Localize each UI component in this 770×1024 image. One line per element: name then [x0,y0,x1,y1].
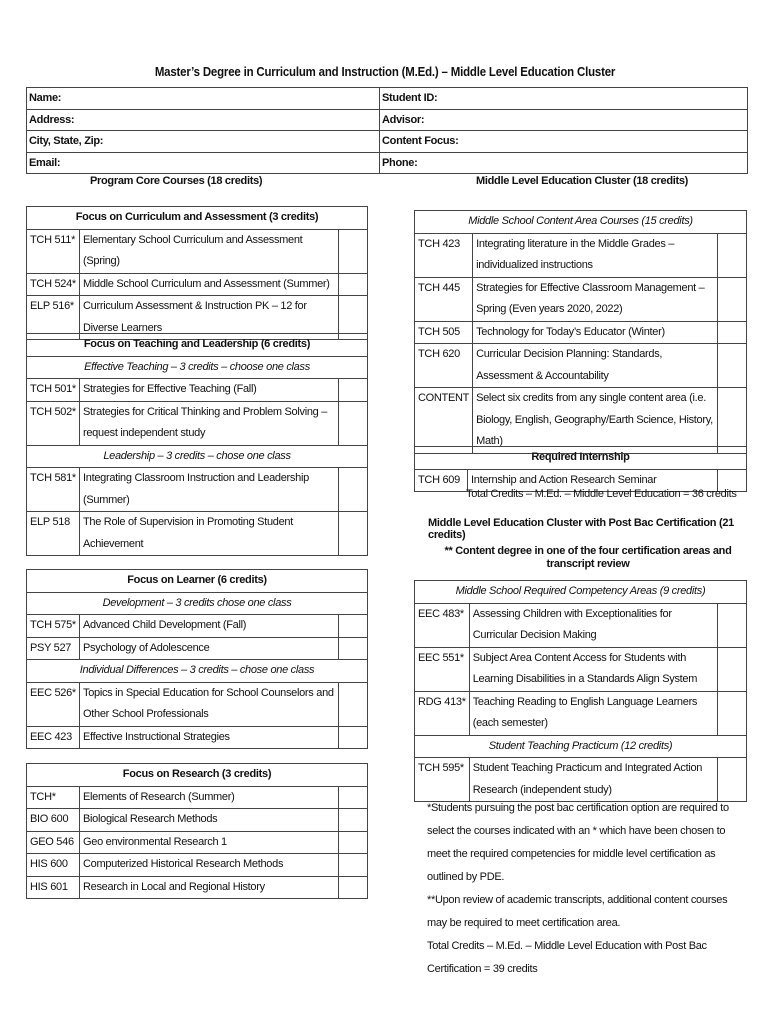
check-cell[interactable] [718,344,747,388]
table-row: HIS 601 Research in Local and Regional History [27,876,368,899]
check-cell[interactable] [339,229,368,273]
check-cell[interactable] [718,603,747,647]
table-row: HIS 600 Computerized Historical Research Methods [27,854,368,877]
check-cell[interactable] [718,277,747,321]
advisor-field[interactable]: Advisor: [380,109,748,131]
city-field[interactable]: City, State, Zip: [27,131,380,153]
table-row: PSY 527 Psychology of Adolescence [27,637,368,660]
table-row: TCH 620 Curricular Decision Planning: Standards, Assessment & Accountability [415,344,747,388]
table-row: TCH 502* Strategies for Critical Thinking and Problem Solving – request independent study [27,401,368,445]
total-credits-1: Total Credits – M.Ed. – Middle Level Education = 36 credits [466,488,737,500]
note-content-review: **Upon review of academic transcripts, additional content courses may be required to meet certification area. [427,894,728,929]
postbac-note: ** Content degree in one of the four certification areas and transcript review [444,545,732,570]
table-row: EEC 423 Effective Instructional Strategies [27,726,368,749]
content-sub: Middle School Content Area Courses (15 credits) [415,211,747,234]
check-cell[interactable] [718,233,747,277]
check-cell[interactable] [339,615,368,638]
check-cell[interactable] [339,831,368,854]
internship-header: Required Internship [415,447,747,470]
table-row: TCH 609 Internship and Action Research Seminar [415,469,747,492]
postbac-heading: Middle Level Education Cluster with Post Bac Certification (21 credits) [428,517,734,541]
check-cell[interactable] [339,512,368,556]
check-cell[interactable] [339,379,368,402]
curriculum-table [26,206,368,340]
email-field[interactable]: Email: [27,152,380,174]
check-cell[interactable] [339,809,368,832]
table-row: BIO 600 Biological Research Methods [27,809,368,832]
check-cell[interactable] [339,854,368,877]
teaching-header: Focus on Teaching and Leadership (6 credits) [27,334,368,357]
check-cell[interactable] [339,726,368,749]
learner-header: Focus on Learner (6 credits) [27,570,368,593]
check-cell[interactable] [718,388,747,454]
total-credits-2: Total Credits – M.Ed. – Middle Level Education with Post Bac Certification = 39 credits [427,940,707,975]
table-row: EEC 526* Topics in Special Education for School Counselors and Other School Professionals [27,682,368,726]
table-row: TCH 505 Technology for Today’s Educator (Winter) [415,321,747,344]
table-row: TCH 581* Integrating Classroom Instruction and Leadership (Summer) [27,468,368,512]
practicum-sub: Student Teaching Practicum (12 credits) [415,735,747,758]
check-cell[interactable] [339,273,368,296]
table-row: TCH 524* Middle School Curriculum and Assessment (Summer) [27,273,368,296]
check-cell[interactable] [718,647,747,691]
curriculum-header: Focus on Curriculum and Assessment (3 credits) [27,207,368,230]
check-cell[interactable] [339,876,368,899]
table-row: TCH 423 Integrating literature in the Middle Grades – individualized instructions [415,233,747,277]
student-info-table [26,87,748,174]
table-row: TCH 511* Elementary School Curriculum and Assessment (Spring) [27,229,368,273]
teaching-sub1: Effective Teaching – 3 credits – choose one class [27,356,368,379]
address-field[interactable]: Address: [27,109,380,131]
learner-sub1: Development – 3 credits chose one class [27,592,368,615]
research-header: Focus on Research (3 credits) [27,764,368,787]
check-cell[interactable] [339,468,368,512]
check-cell[interactable] [718,321,747,344]
check-cell[interactable] [339,786,368,809]
middle-level-heading: Middle Level Education Cluster (18 credits) [476,175,689,187]
table-row: EEC 483* Assessing Children with Exceptionalities for Curricular Decision Making [415,603,747,647]
note-post-bac: *Students pursuing the post bac certification option are required to select the courses indicated with an * which have been chosen to meet the required competencies for middle level certification as outlined by PDE. [427,802,729,883]
teaching-table [26,333,368,556]
teaching-sub2: Leadership – 3 credits – chose one class [27,445,368,468]
table-row: TCH 445 Strategies for Effective Classroom Management – Spring (Even years 2020, 2022) [415,277,747,321]
table-row: TCH* Elements of Research (Summer) [27,786,368,809]
internship-table [414,446,747,492]
check-cell[interactable] [339,637,368,660]
table-row: TCH 595* Student Teaching Practicum and Integrated Action Research (independent study) [415,758,747,802]
program-core-heading: Program Core Courses (18 credits) [90,175,263,187]
table-row: CONTENT Select six credits from any single content area (i.e. Biology, English, Geography/Earth Science, History, Math) [415,388,747,454]
table-row: TCH 501* Strategies for Effective Teaching (Fall) [27,379,368,402]
content-focus-field[interactable]: Content Focus: [380,131,748,153]
check-cell[interactable] [339,401,368,445]
research-table [26,763,368,899]
table-row: GEO 546 Geo environmental Research 1 [27,831,368,854]
learner-table [26,569,368,749]
check-cell[interactable] [718,691,747,735]
content-area-table [414,210,747,454]
student-id-field[interactable]: Student ID: [380,88,748,110]
check-cell[interactable] [339,682,368,726]
table-row: EEC 551* Subject Area Content Access for Students with Learning Disabilities in a Standards Align System [415,647,747,691]
table-row: TCH 575* Advanced Child Development (Fall) [27,615,368,638]
phone-field[interactable]: Phone: [380,152,748,174]
learner-sub2: Individual Differences – 3 credits – chose one class [27,660,368,683]
competency-table [414,580,747,802]
table-row: RDG 413* Teaching Reading to English Language Learners (each semester) [415,691,747,735]
table-row: ELP 518 The Role of Supervision in Promoting Student Achievement [27,512,368,556]
page-title: Master’s Degree in Curriculum and Instruction (M.Ed.) – Middle Level Education Cluster [154,64,616,79]
competency-sub: Middle School Required Competency Areas (9 credits) [415,581,747,604]
check-cell[interactable] [718,758,747,802]
table-row: ELP 516* Curriculum Assessment & Instruction PK – 12 for Diverse Learners [27,296,368,340]
name-field[interactable]: Name: [27,88,380,110]
notes [427,797,747,981]
